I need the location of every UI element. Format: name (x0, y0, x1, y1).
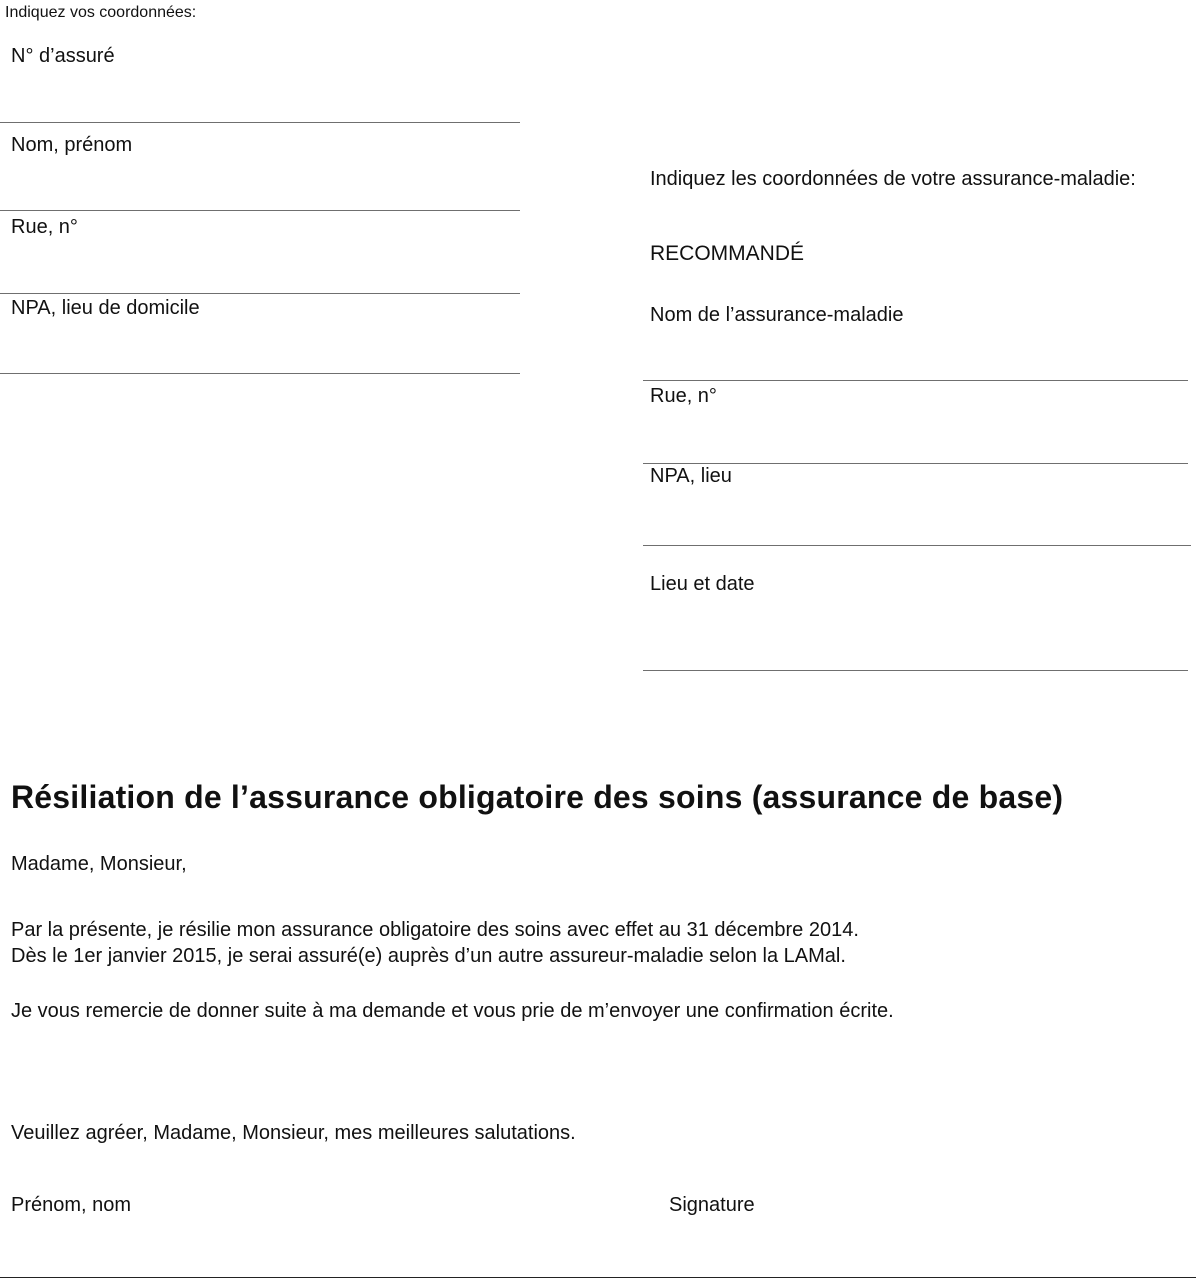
insurer-name-line[interactable] (643, 380, 1188, 381)
letter-title: Résiliation de l’assurance obligatoire des soins (assurance de base) (11, 779, 1064, 815)
sender-insured-number-line[interactable] (0, 122, 520, 123)
name-label: Prénom, nom (11, 1194, 132, 1216)
closing: Veuillez agréer, Madame, Monsieur, mes meilleures salutations. (11, 1122, 576, 1144)
sender-postcode-line[interactable] (0, 373, 520, 374)
insurer-street-label: Rue, n° (650, 385, 717, 407)
sender-intro: Indiquez vos coordonnées: (5, 4, 197, 21)
insurer-postcode-line[interactable] (643, 545, 1191, 546)
body-line-1: Par la présente, je résilie mon assurance obligatoire des soins avec effet au 31 décembre 2014. (11, 919, 859, 941)
recipient-intro: Indiquez les coordonnées de votre assurance-maladie: (650, 168, 1136, 190)
sender-street-label: Rue, n° (11, 216, 78, 238)
sender-street-line[interactable] (0, 293, 520, 294)
signature-line[interactable] (0, 1277, 1196, 1278)
sender-name-label: Nom, prénom (11, 134, 133, 156)
sender-insured-number-label: N° d’assuré (11, 45, 115, 67)
insurer-name-label: Nom de l’assurance-maladie (650, 304, 904, 326)
body-line-3: Je vous remercie de donner suite à ma demande et vous prie de m’envoyer une confirmation écrite. (11, 1000, 894, 1022)
registered-mail-label: RECOMMANDÉ (650, 242, 805, 265)
salutation: Madame, Monsieur, (11, 853, 187, 875)
sender-name-line[interactable] (0, 210, 520, 211)
insurer-postcode-label: NPA, lieu (650, 465, 732, 487)
place-date-label: Lieu et date (650, 573, 755, 595)
signature-label: Signature (669, 1194, 755, 1216)
body-line-2: Dès le 1er janvier 2015, je serai assuré(e) auprès d’un autre assureur-maladie selon la LAMal. (11, 945, 846, 967)
sender-postcode-label: NPA, lieu de domicile (11, 297, 200, 319)
place-date-line[interactable] (643, 670, 1188, 671)
